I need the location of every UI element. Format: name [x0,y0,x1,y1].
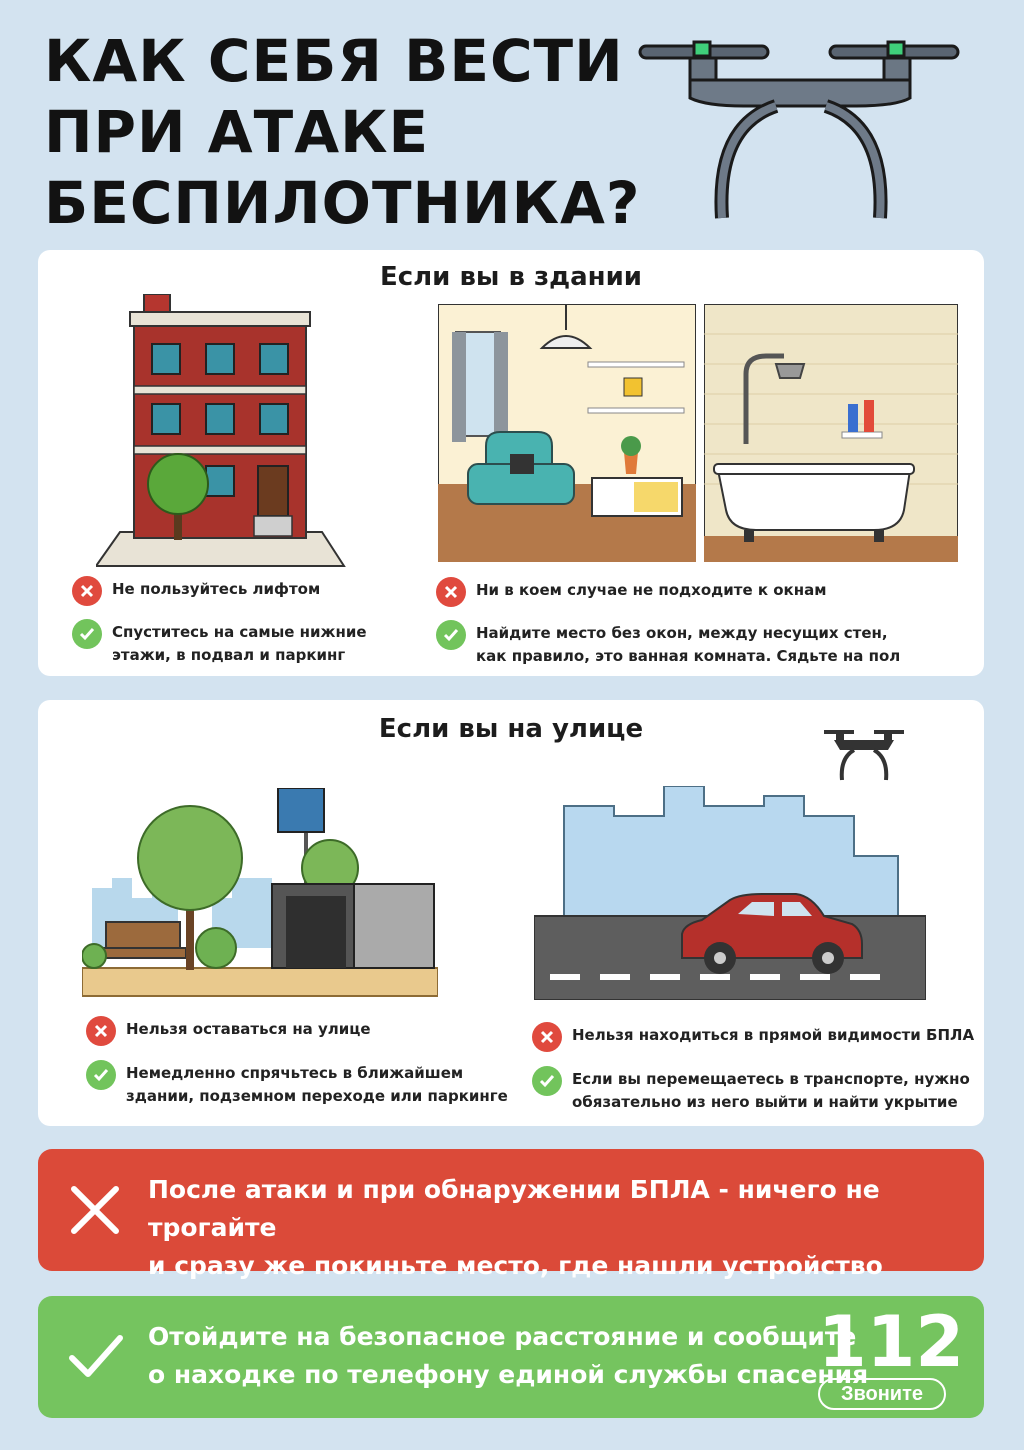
car-on-road-illustration [534,786,926,1000]
rule-building-no-elevator [72,576,320,606]
bathroom-illustration [704,304,958,562]
title-line-3: БЕСПИЛОТНИКА? [44,169,641,237]
checkmark-icon [436,620,466,650]
checkmark-icon [72,619,102,649]
rule-text-line: Ни в коем случае не подходите к окнам [476,581,827,599]
small-drone-icon [822,726,906,782]
cross-icon [532,1022,562,1052]
rule-text-line: как правило, это ванная комната. Сядьте на пол [476,647,901,665]
rule-street-leave-vehicle [532,1066,970,1114]
rule-street-no-visibility [532,1022,974,1052]
advice-line-1: Отойдите на безопасное расстояние и сообщите [148,1322,857,1351]
building-section-heading: Если вы в здании [379,262,643,292]
street-section [38,700,984,1126]
rule-street-hide [86,1060,508,1108]
checkmark-icon [68,1330,124,1382]
rule-street-no-stay [86,1016,371,1046]
advice-text [148,1318,868,1394]
title-line-2: ПРИ АТАКЕ [44,98,430,166]
rule-text-line: здании, подземном переходе или паркинге [126,1087,508,1105]
advice-line-2: о находке по телефону единой службы спасения [148,1360,869,1389]
rule-text-line: Не пользуйтесь лифтом [112,580,321,598]
rule-building-go-down [72,619,367,667]
page-title [44,26,644,239]
rule-text-line: этажи, в подвал и паркинг [112,646,346,664]
rule-text-line: Найдите место без окон, между несущих стен, [476,624,888,642]
warning-line-2: и сразу же покиньте место, где нашли устройство [148,1251,883,1280]
cross-icon [72,576,102,606]
rule-text-line: обязательно из него выйти и найти укрытие [572,1093,958,1111]
emergency-phone-number[interactable]: 112 [817,1301,965,1383]
street-section-heading: Если вы на улице [378,714,644,744]
warning-banner [38,1149,984,1280]
warning-text [148,1171,984,1285]
warning-line-1: После атаки и при обнаружении БПЛА - ничего не трогайте [148,1175,880,1242]
rule-building-no-windows [436,577,827,607]
drone-illustration [636,36,966,226]
cross-icon [436,577,466,607]
cross-icon [68,1183,122,1237]
call-button[interactable]: Звоните [818,1378,946,1410]
rule-text-line: Нельзя находиться в прямой видимости БПЛА [572,1026,975,1044]
park-underpass-illustration [82,788,438,998]
rule-text-line: Если вы перемещаетесь в транспорте, нужно [572,1070,970,1088]
checkmark-icon [86,1060,116,1090]
rule-building-find-shelter [436,620,900,668]
title-line-1: КАК СЕБЯ ВЕСТИ [44,27,624,95]
apartment-building-illustration [96,294,346,570]
cross-icon [86,1016,116,1046]
rule-text-line: Спуститесь на самые нижние [112,623,367,641]
rule-text-line: Немедленно спрячьтесь в ближайшем [126,1064,464,1082]
checkmark-icon [532,1066,562,1096]
living-room-illustration [438,304,696,562]
building-section [38,250,984,676]
rule-text-line: Нельзя оставаться на улице [126,1020,371,1038]
advice-banner [38,1296,984,1418]
